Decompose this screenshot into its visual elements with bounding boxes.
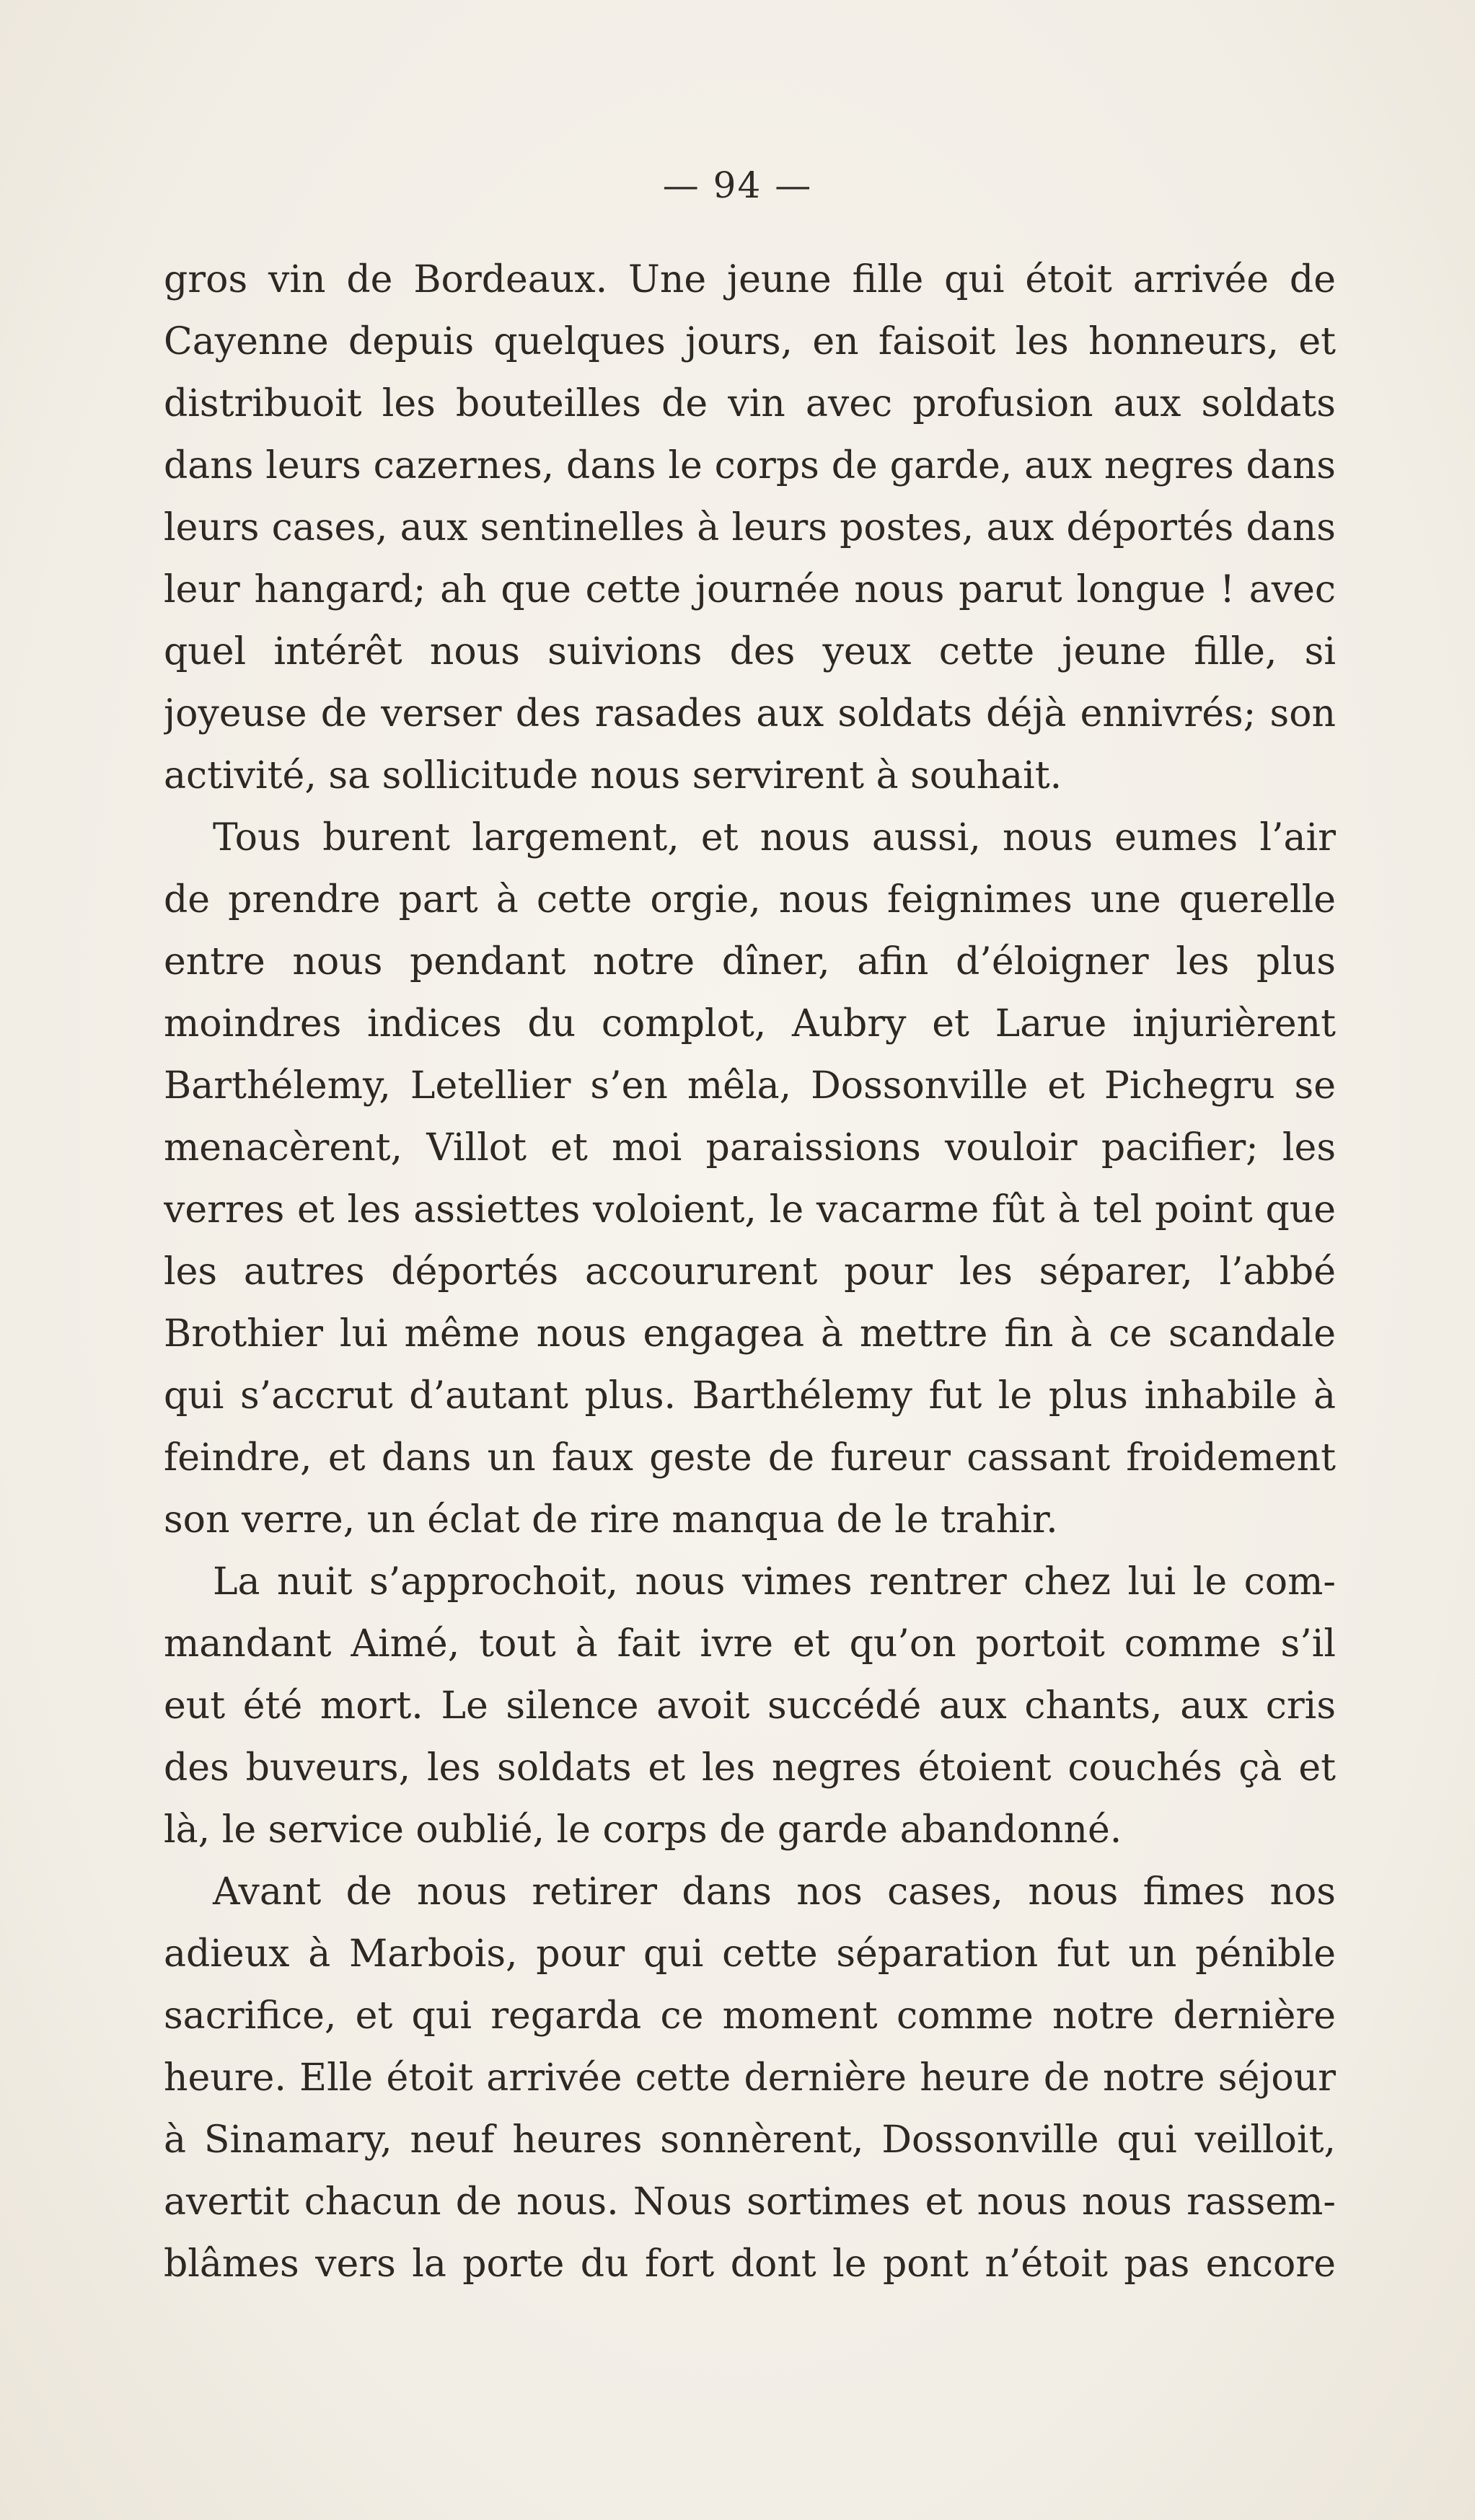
text-line: son verre, un éclat de rire manqua de le trahir. xyxy=(164,1498,1058,1542)
text-line: joyeuse de verser des rasades aux soldats déjà ennivrés; son xyxy=(164,692,1336,735)
text-line: leurs cases, aux sentinelles à leurs postes, aux déportés dans xyxy=(164,506,1336,549)
paragraph xyxy=(164,807,1336,1551)
text-line: les autres déportés accoururent pour les séparer, l’abbé xyxy=(164,1250,1336,1294)
text-line: quel intérêt nous suivions des yeux cette jeune fille, si xyxy=(164,630,1336,673)
text-line: à Sinamary, neuf heures sonnèrent, Dossonville qui veilloit, xyxy=(164,2118,1336,2162)
text-line: des buveurs, les soldats et les negres étoient couchés çà et xyxy=(164,1746,1336,1790)
text-line: Brothier lui même nous engagea à mettre fin à ce scandale xyxy=(164,1312,1336,1356)
text-line: là, le service oublié, le corps de garde abandonné. xyxy=(164,1808,1122,1852)
text-line: entre nous pendant notre dîner, afin d’éloigner les plus xyxy=(164,940,1336,983)
text-line: moindres indices du complot, Aubry et Larue injurièrent xyxy=(164,1002,1336,1045)
text-line: heure. Elle étoit arrivée cette dernière heure de notre séjour xyxy=(164,2056,1336,2100)
text-line: La nuit s’approchoit, nous vimes rentrer chez lui le com- xyxy=(213,1560,1336,1604)
text-line: eut été mort. Le silence avoit succédé aux chants, aux cris xyxy=(164,1684,1336,1728)
text-line: de prendre part à cette orgie, nous feignimes une querelle xyxy=(164,878,1336,921)
text-line: activité, sa sollicitude nous servirent à souhait. xyxy=(164,754,1062,797)
text-line: qui s’accrut d’autant plus. Barthélemy fut le plus inhabile à xyxy=(164,1374,1336,1418)
text-line: adieux à Marbois, pour qui cette séparation fut un pénible xyxy=(164,1932,1336,1976)
text-line: blâmes vers la porte du fort dont le pont n’étoit pas encore xyxy=(164,2242,1336,2286)
paragraph xyxy=(164,1861,1336,2295)
text-line: Tous burent largement, et nous aussi, nous eumes l’air xyxy=(213,816,1336,859)
text-line: sacrifice, et qui regarda ce moment comme notre dernière xyxy=(164,1994,1336,2038)
text-line: verres et les assiettes voloient, le vacarme fût à tel point que xyxy=(164,1188,1336,1232)
text-line: gros vin de Bordeaux. Une jeune fille qui étoit arrivée de xyxy=(164,258,1336,301)
body-text xyxy=(164,249,1336,2295)
text-line: Cayenne depuis quelques jours, en faisoit les honneurs, et xyxy=(164,320,1336,363)
text-line: distribuoit les bouteilles de vin avec profusion aux soldats xyxy=(164,382,1336,425)
text-line: menacèrent, Villot et moi paraissions vouloir pacifier; les xyxy=(164,1126,1336,1170)
text-line: Avant de nous retirer dans nos cases, nous fimes nos xyxy=(213,1870,1336,1914)
paragraph xyxy=(164,249,1336,807)
text-line: mandant Aimé, tout à fait ivre et qu’on portoit comme s’il xyxy=(164,1622,1336,1666)
text-line: Barthélemy, Letellier s’en mêla, Dossonville et Pichegru se xyxy=(164,1064,1336,1108)
text-line: leur hangard; ah que cette journée nous parut longue ! avec xyxy=(164,568,1336,611)
paragraph xyxy=(164,1551,1336,1861)
text-line: avertit chacun de nous. Nous sortimes et nous nous rassem- xyxy=(164,2180,1336,2224)
text-line: dans leurs cazernes, dans le corps de garde, aux negres dans xyxy=(164,444,1336,487)
page-number: — 94 — xyxy=(662,164,813,206)
text-line: feindre, et dans un faux geste de fureur cassant froidement xyxy=(164,1436,1336,1480)
